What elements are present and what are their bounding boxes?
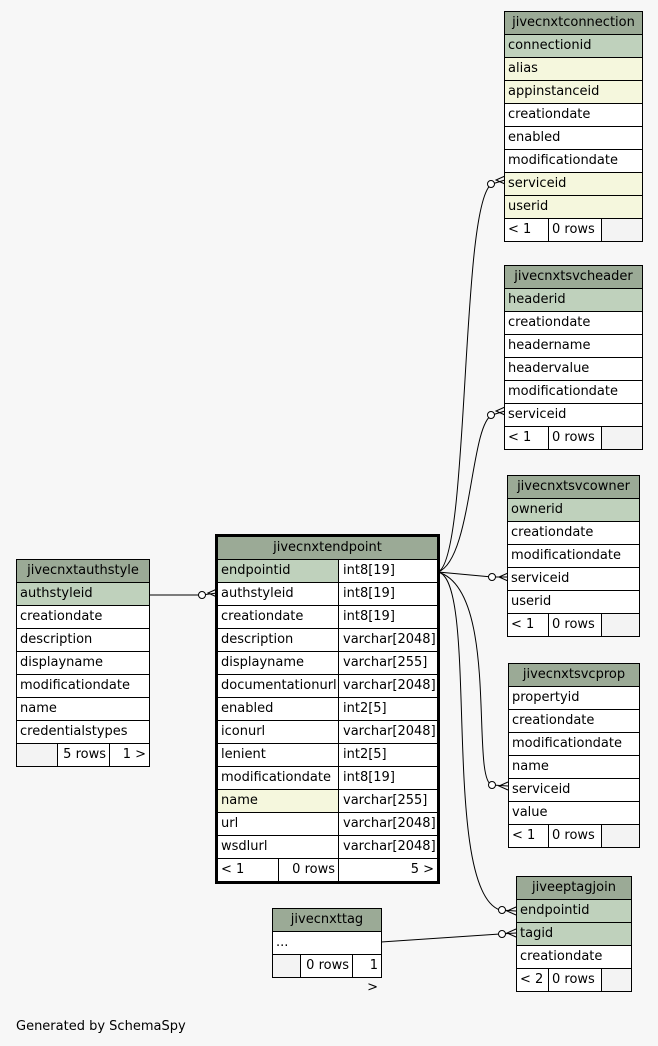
table-footer [505, 219, 642, 241]
table-jivecnxtsvcprop[interactable] [508, 663, 640, 848]
column-name: modificationdate [218, 767, 339, 789]
column-row [218, 583, 437, 606]
column-row [218, 652, 437, 675]
table-header: jivecnxtconnection [505, 12, 642, 35]
table-footer [17, 744, 149, 766]
column-row: endpointid [517, 900, 631, 923]
column-row [218, 813, 437, 836]
column-row: creationdate [17, 606, 149, 629]
table-header: jivecnxttag [273, 909, 381, 932]
column-type: varchar[255] [343, 655, 428, 670]
link-eptagjoin-tagid [381, 933, 516, 942]
column-row [218, 790, 437, 813]
table-header: jivecnxtendpoint [218, 537, 437, 560]
column-row: displayname [17, 652, 149, 675]
column-name: endpointid [218, 560, 339, 582]
children-count [602, 614, 639, 636]
column-type: varchar[2048] [343, 816, 436, 831]
column-row: modificationdate [509, 733, 639, 756]
parents-count: < 1 [509, 825, 549, 847]
children-count [602, 427, 642, 449]
column-row: ... [273, 932, 381, 955]
table-footer [505, 427, 642, 449]
table-jivecnxtsvcheader[interactable] [504, 265, 643, 450]
column-row [218, 675, 437, 698]
table-jivecnxttag[interactable] [272, 908, 382, 995]
link-endpoint-authstyleid [149, 593, 217, 595]
column-row: description [17, 629, 149, 652]
column-row: appinstanceid [505, 81, 642, 104]
table-footer [273, 955, 381, 995]
column-row: serviceid [505, 173, 642, 196]
column-row: credentialstypes [17, 721, 149, 744]
column-name: url [218, 813, 339, 835]
children-count [602, 219, 642, 241]
column-row: creationdate [517, 946, 631, 969]
column-row: modificationdate [505, 381, 642, 404]
column-row: ownerid [508, 499, 639, 522]
table-jivecnxtauthstyle[interactable] [16, 559, 150, 767]
row-count: 0 rows [549, 825, 602, 847]
parents-count [273, 955, 301, 977]
column-type: int2[5] [343, 701, 387, 716]
column-row [218, 744, 437, 767]
table-footer [509, 825, 639, 847]
column-row [218, 836, 437, 859]
column-row: modificationdate [505, 150, 642, 173]
column-type: int8[19] [343, 586, 395, 601]
children-count [602, 969, 631, 991]
column-type: int8[19] [343, 609, 395, 624]
column-row [218, 721, 437, 744]
table-jivecnxtsvcowner[interactable] [507, 475, 640, 637]
column-row: creationdate [509, 710, 639, 733]
column-name: wsdlurl [218, 836, 339, 858]
column-name: lenient [218, 744, 339, 766]
link-svcheader-serviceid [438, 411, 505, 572]
column-type: varchar[2048] [343, 839, 436, 854]
table-jivecnxtendpoint[interactable] [215, 534, 440, 884]
table-footer [508, 614, 639, 636]
row-count: 0 rows [301, 955, 353, 977]
table-footer [517, 969, 631, 991]
column-name: creationdate [218, 606, 339, 628]
column-type: int2[5] [343, 747, 387, 762]
table-header: jiveeptagjoin [517, 877, 631, 900]
column-row [218, 560, 437, 583]
column-row [218, 767, 437, 790]
table-header: jivecnxtsvcheader [505, 266, 642, 289]
table-jivecnxtconnection[interactable] [504, 11, 643, 242]
column-row: headername [505, 335, 642, 358]
parents-count [17, 744, 58, 766]
column-type: varchar[2048] [343, 678, 436, 693]
children-count [602, 825, 639, 847]
row-count: 0 rows [549, 219, 602, 241]
column-row: alias [505, 58, 642, 81]
column-row: authstyleid [17, 583, 149, 606]
column-row: value [509, 802, 639, 825]
column-type: varchar[255] [343, 793, 428, 808]
column-row: modificationdate [508, 545, 639, 568]
children-count: 5 > [410, 862, 434, 877]
column-row: name [509, 756, 639, 779]
column-row: creationdate [508, 522, 639, 545]
generated-by-label: Generated by SchemaSpy [16, 1019, 186, 1034]
table-header: jivecnxtsvcowner [508, 476, 639, 499]
column-row [218, 698, 437, 721]
column-row [218, 606, 437, 629]
column-name: iconurl [218, 721, 339, 743]
column-row: enabled [505, 127, 642, 150]
column-type: int8[19] [343, 563, 395, 578]
column-row: tagid [517, 923, 631, 946]
column-name: documentationurl [218, 675, 339, 697]
column-row: name [17, 698, 149, 721]
column-row: creationdate [505, 312, 642, 335]
link-svcowner-serviceid [438, 572, 508, 577]
column-row: serviceid [509, 779, 639, 802]
link-connection-serviceid [438, 180, 505, 572]
parents-count: < 1 [505, 219, 549, 241]
column-name: name [218, 790, 339, 812]
children-count: 1 > [122, 747, 146, 762]
column-row: userid [508, 591, 639, 614]
table-footer [218, 859, 437, 881]
column-name: enabled [218, 698, 339, 720]
row-count: 0 rows [279, 859, 339, 881]
column-row: creationdate [505, 104, 642, 127]
column-row: serviceid [508, 568, 639, 591]
parents-count: < 2 [517, 969, 549, 991]
row-count: 0 rows [549, 614, 602, 636]
parents-count: < 1 [508, 614, 549, 636]
column-row: headervalue [505, 358, 642, 381]
row-count: 0 rows [549, 427, 602, 449]
row-count: 5 rows [58, 744, 110, 766]
column-name: description [218, 629, 339, 651]
column-row: modificationdate [17, 675, 149, 698]
table-header: jivecnxtsvcprop [509, 664, 639, 687]
column-row: connectionid [505, 35, 642, 58]
row-count: 0 rows [549, 969, 602, 991]
link-eptagjoin-endpointid [438, 572, 516, 911]
column-type: varchar[2048] [343, 632, 436, 647]
column-row: userid [505, 196, 642, 219]
column-type: varchar[2048] [343, 724, 436, 739]
column-row [218, 629, 437, 652]
column-row: propertyid [509, 687, 639, 710]
table-header: jivecnxtauthstyle [17, 560, 149, 583]
link-svcprop-serviceid [438, 572, 508, 786]
table-jiveeptagjoin[interactable] [516, 876, 632, 992]
parents-count: < 1 [505, 427, 549, 449]
parents-count: < 1 [218, 859, 279, 881]
column-name: displayname [218, 652, 339, 674]
children-count: 1 > [367, 958, 378, 995]
column-name: authstyleid [218, 583, 339, 605]
column-type: int8[19] [343, 770, 395, 785]
column-row: serviceid [505, 404, 642, 427]
column-row: headerid [505, 289, 642, 312]
